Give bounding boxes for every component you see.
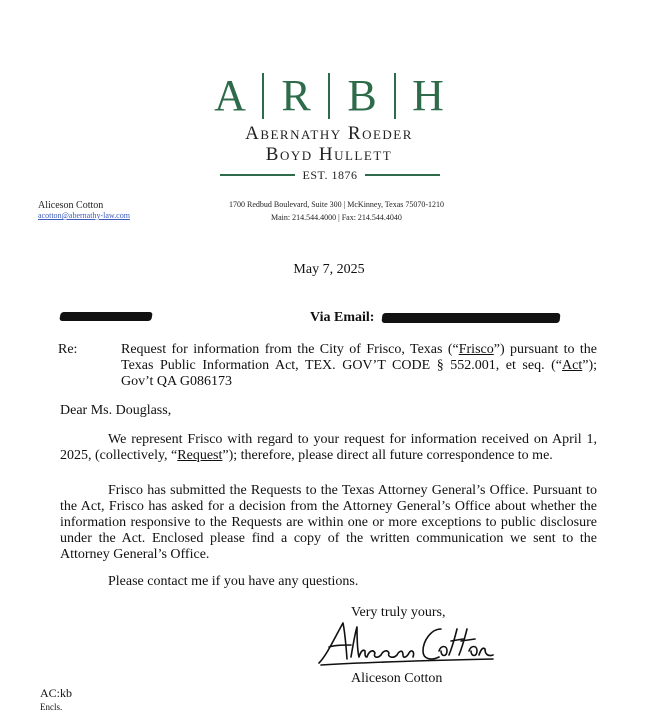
rule-right xyxy=(365,174,440,176)
closing: Very truly yours, xyxy=(351,605,446,620)
paragraph-3: Please contact me if you have any questions. xyxy=(108,574,359,589)
re-label: Re: xyxy=(58,342,78,357)
author-name: Aliceson Cotton xyxy=(38,200,104,211)
via-email-label: Via Email: xyxy=(310,310,375,325)
logo-letter-h: H xyxy=(412,71,444,120)
re-text xyxy=(121,342,597,390)
letter-date: May 7, 2025 xyxy=(293,262,365,277)
established-row xyxy=(220,166,440,184)
re-frisco-term: Frisco xyxy=(458,342,494,357)
typist-initials: AC:kb xyxy=(40,686,73,700)
paragraph-1-part1: We represent Frisco with regard to your request for information received on April 1, 2025, (collectively, “ xyxy=(60,432,597,463)
salutation: Dear Ms. Douglass, xyxy=(60,403,172,418)
established-text: EST. 1876 xyxy=(302,167,358,182)
request-term: Request xyxy=(177,448,223,463)
paragraph-2: Frisco has submitted the Requests to the Texas Attorney General’s Office. Pursuant to the Act, Frisco has asked for a decision from the Attorney General’s Office about whether the information responsive to the Requests are within one or more exceptions to public disclosure under the Act. Enclosed please find a copy of the written communication we sent to the Attorney General’s Office. xyxy=(60,483,597,562)
handwritten-signature xyxy=(313,615,498,670)
logo-letter-r: R xyxy=(281,71,311,120)
author-email-link[interactable]: acotton@abernathy-law.com xyxy=(38,211,130,220)
logo-divider xyxy=(328,73,330,119)
redacted-recipient xyxy=(59,312,153,321)
re-text-part2: ”) pursuant to the Texas Public Information Act, TEX. GOV’T CODE § 552.001, et seq. (“ xyxy=(121,342,597,373)
re-text-part1: Request for information from the City of Frisco, Texas (“ xyxy=(121,342,459,357)
firm-phone: Main: 214.544.4000 | Fax: 214.544.4040 xyxy=(271,213,402,222)
re-act-term: Act xyxy=(562,358,583,373)
logo-letter-b: B xyxy=(347,71,377,120)
firm-name-line1: Abernathy Roeder xyxy=(245,123,413,144)
logo-divider xyxy=(262,73,264,119)
logo-letter-a: A xyxy=(214,71,246,120)
firm-name-line2: Boyd Hullett xyxy=(265,144,393,165)
re-text-part3: ”); Gov’t QA G086173 xyxy=(121,358,597,389)
firm-logo xyxy=(0,72,658,120)
rule-left xyxy=(220,174,295,176)
paragraph-1 xyxy=(60,432,597,464)
paragraph-1-part2: ”); therefore, please direct all future correspondence to me. xyxy=(222,448,553,463)
signer-name: Aliceson Cotton xyxy=(351,671,443,686)
firm-address: 1700 Redbud Boulevard, Suite 300 | McKinney, Texas 75070-1210 xyxy=(229,200,445,209)
logo-divider xyxy=(394,73,396,119)
enclosures-note: Encls. xyxy=(40,702,63,712)
redacted-email xyxy=(381,313,560,323)
